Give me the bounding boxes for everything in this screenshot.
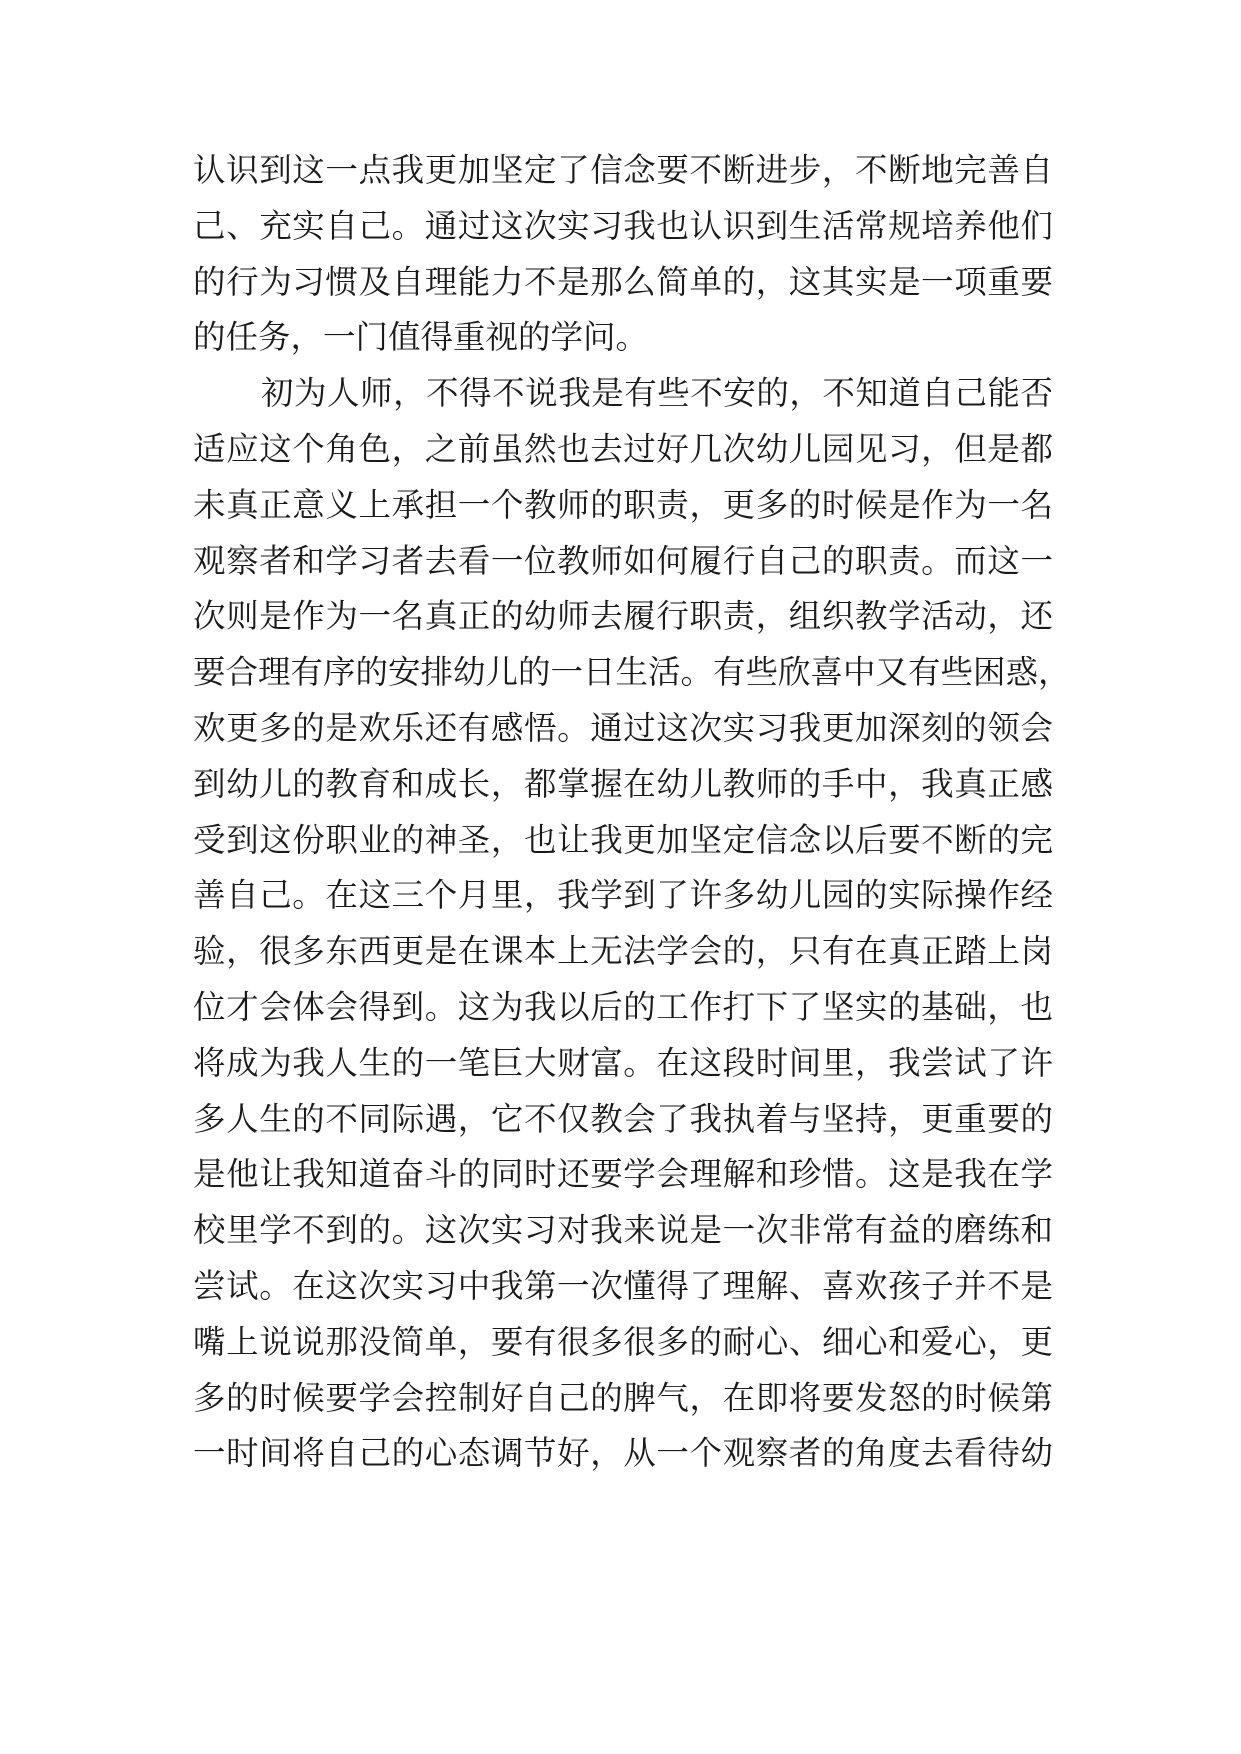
- text-line: 多人生的不同际遇，它不仅教会了我执着与坚持，更重要的: [193, 1099, 1053, 1138]
- text-line: 位才会体会得到。这为我以后的工作打下了坚实的基础，也: [193, 987, 1053, 1026]
- text-line: 要合理有序的安排幼儿的一日生活。有些欣喜中又有些困惑，: [193, 653, 1071, 692]
- text-line: 校里学不到的。这次实习对我来说是一次非常有益的磨练和: [193, 1211, 1053, 1250]
- text-line: 嘴上说说那没简单，要有很多很多的耐心、细心和爱心，更: [193, 1322, 1053, 1361]
- text-line: 的任务，一门值得重视的学问。: [193, 318, 649, 357]
- text-line: 受到这份职业的神圣，也让我更加坚定信念以后要不断的完: [193, 820, 1053, 859]
- text-line: 己、充实自己。通过这次实习我也认识到生活常规培养他们: [193, 206, 1053, 245]
- text-line: 适应这个角色，之前虽然也去过好几次幼儿园见习，但是都: [193, 429, 1053, 468]
- text-line: 一时间将自己的心态调节好，从一个观察者的角度去看待幼: [193, 1434, 1053, 1473]
- text-line: 到幼儿的教育和成长，都掌握在幼儿教师的手中，我真正感: [193, 764, 1053, 803]
- text-line: 验，很多东西更是在课本上无法学会的，只有在真正踏上岗: [193, 932, 1053, 971]
- text-line: 善自己。在这三个月里，我学到了许多幼儿园的实际操作经: [193, 876, 1053, 915]
- text-line: 未真正意义上承担一个教师的职责，更多的时候是作为一名: [193, 485, 1053, 524]
- text-line: 观察者和学习者去看一位教师如何履行自己的职责。而这一: [193, 541, 1053, 580]
- text-line: 认识到这一点我更加坚定了信念要不断进步，不断地完善自: [193, 151, 1053, 189]
- paragraph-2: [193, 366, 1071, 1482]
- text-line: 尝试。在这次实习中我第一次懂得了理解、喜欢孩子并不是: [193, 1266, 1053, 1305]
- text-line: 将成为我人生的一笔巨大财富。在这段时间里，我尝试了许: [193, 1043, 1053, 1082]
- text-line: 是他让我知道奋斗的同时还要学会理解和珍惜。这是我在学: [193, 1155, 1053, 1194]
- text-line: 欢更多的是欢乐还有感悟。通过这次实习我更加深刻的领会: [193, 708, 1053, 747]
- text-line: 的行为习惯及自理能力不是那么简单的，这其实是一项重要: [193, 262, 1053, 301]
- document-body: [193, 143, 1071, 1482]
- text-line: 初为人师，不得不说我是有些不安的，不知道自己能否: [261, 374, 1053, 413]
- text-line: 多的时候要学会控制好自己的脾气，在即将要发怒的时候第: [193, 1378, 1053, 1417]
- text-line: 次则是作为一名真正的幼师去履行职责，组织教学活动，还: [193, 597, 1053, 636]
- paragraph-1: [193, 143, 1053, 366]
